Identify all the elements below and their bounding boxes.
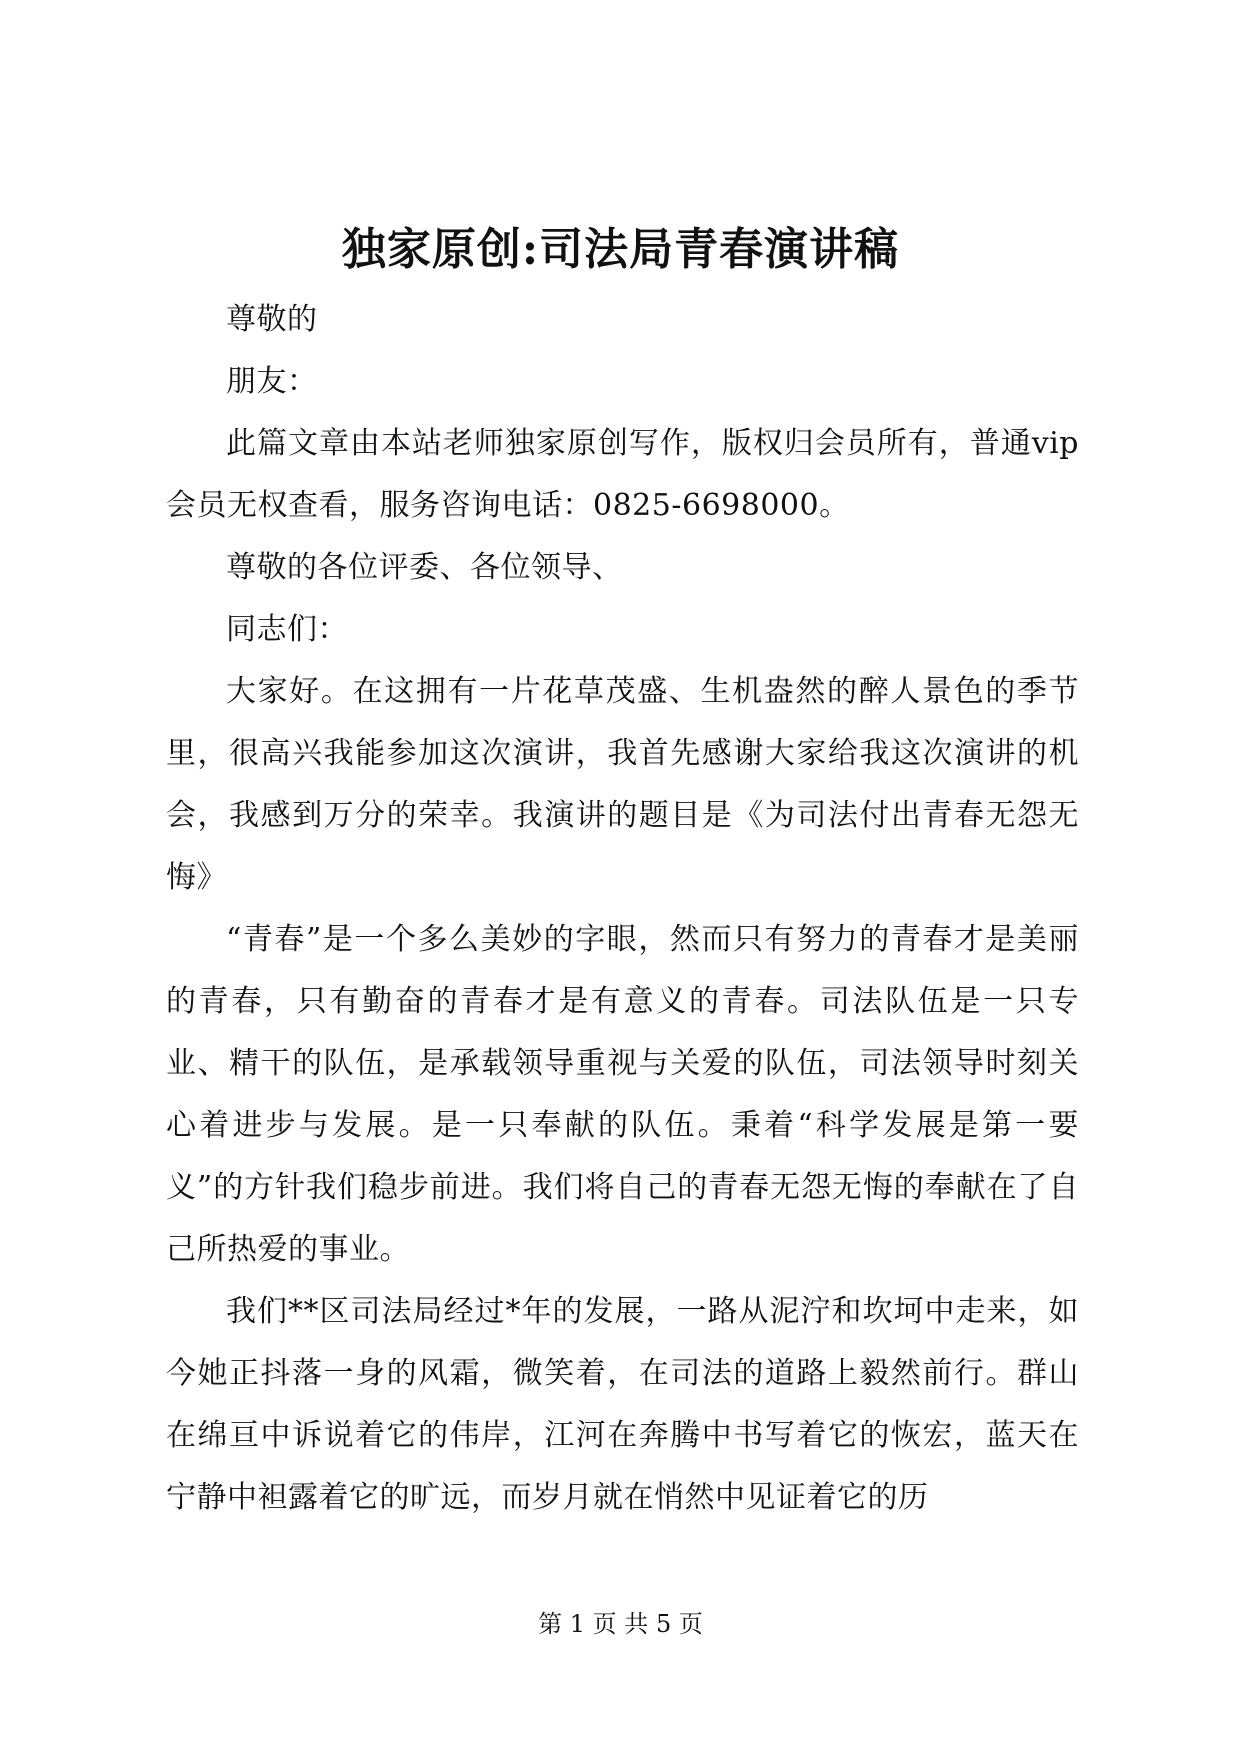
paragraph-copyright-notice: 此篇文章由本站老师独家原创写作，版权归会员所有，普通vip会员无权查看，服务咨询电话：0825-6698000。 xyxy=(166,426,1079,523)
paragraph-intro: 大家好。在这拥有一片花草茂盛、生机盎然的醉人景色的季节里，很高兴我能参加这次演讲，我首先感谢大家给我这次演讲的机会，我感到万分的荣幸。我演讲的题目是《为司法付出青春无怨无悔》 xyxy=(166,674,1079,895)
paragraph-salutation-1: 尊敬的 xyxy=(226,302,318,337)
page-number-footer: 第 1 页 共 5 页 xyxy=(538,1610,703,1638)
document-body xyxy=(166,289,1079,1529)
document-title: 独家原创:司法局青春演讲稿 xyxy=(341,224,900,275)
paragraph-salutation-2: 朋友： xyxy=(226,364,318,399)
paragraph-youth: “青春”是一个多么美妙的字眼，然而只有努力的青春才是美丽的青春，只有勤奋的青春才是有意义的青春。司法队伍是一只专业、精干的队伍，是承载领导重视与关爱的队伍，司法领导时刻关心着进步与发展。是一只奉献的队伍。秉着“科学发展是第一要义”的方针我们稳步前进。我们将自己的青春无怨无悔的奉献在了自己所热爱的事业。 xyxy=(166,922,1079,1267)
paragraph-history: 我们**区司法局经过*年的发展，一路从泥泞和坎坷中走来，如今她正抖落一身的风霜，微笑着，在司法的道路上毅然前行。群山在绵亘中诉说着它的伟岸，江河在奔腾中书写着它的恢宏，蓝天在宁静中袒露着它的旷远，而岁月就在悄然中见证着它的历 xyxy=(166,1294,1079,1515)
paragraph-greeting-2: 同志们： xyxy=(226,612,348,647)
paragraph-greeting-1: 尊敬的各位评委、各位领导、 xyxy=(226,550,623,585)
